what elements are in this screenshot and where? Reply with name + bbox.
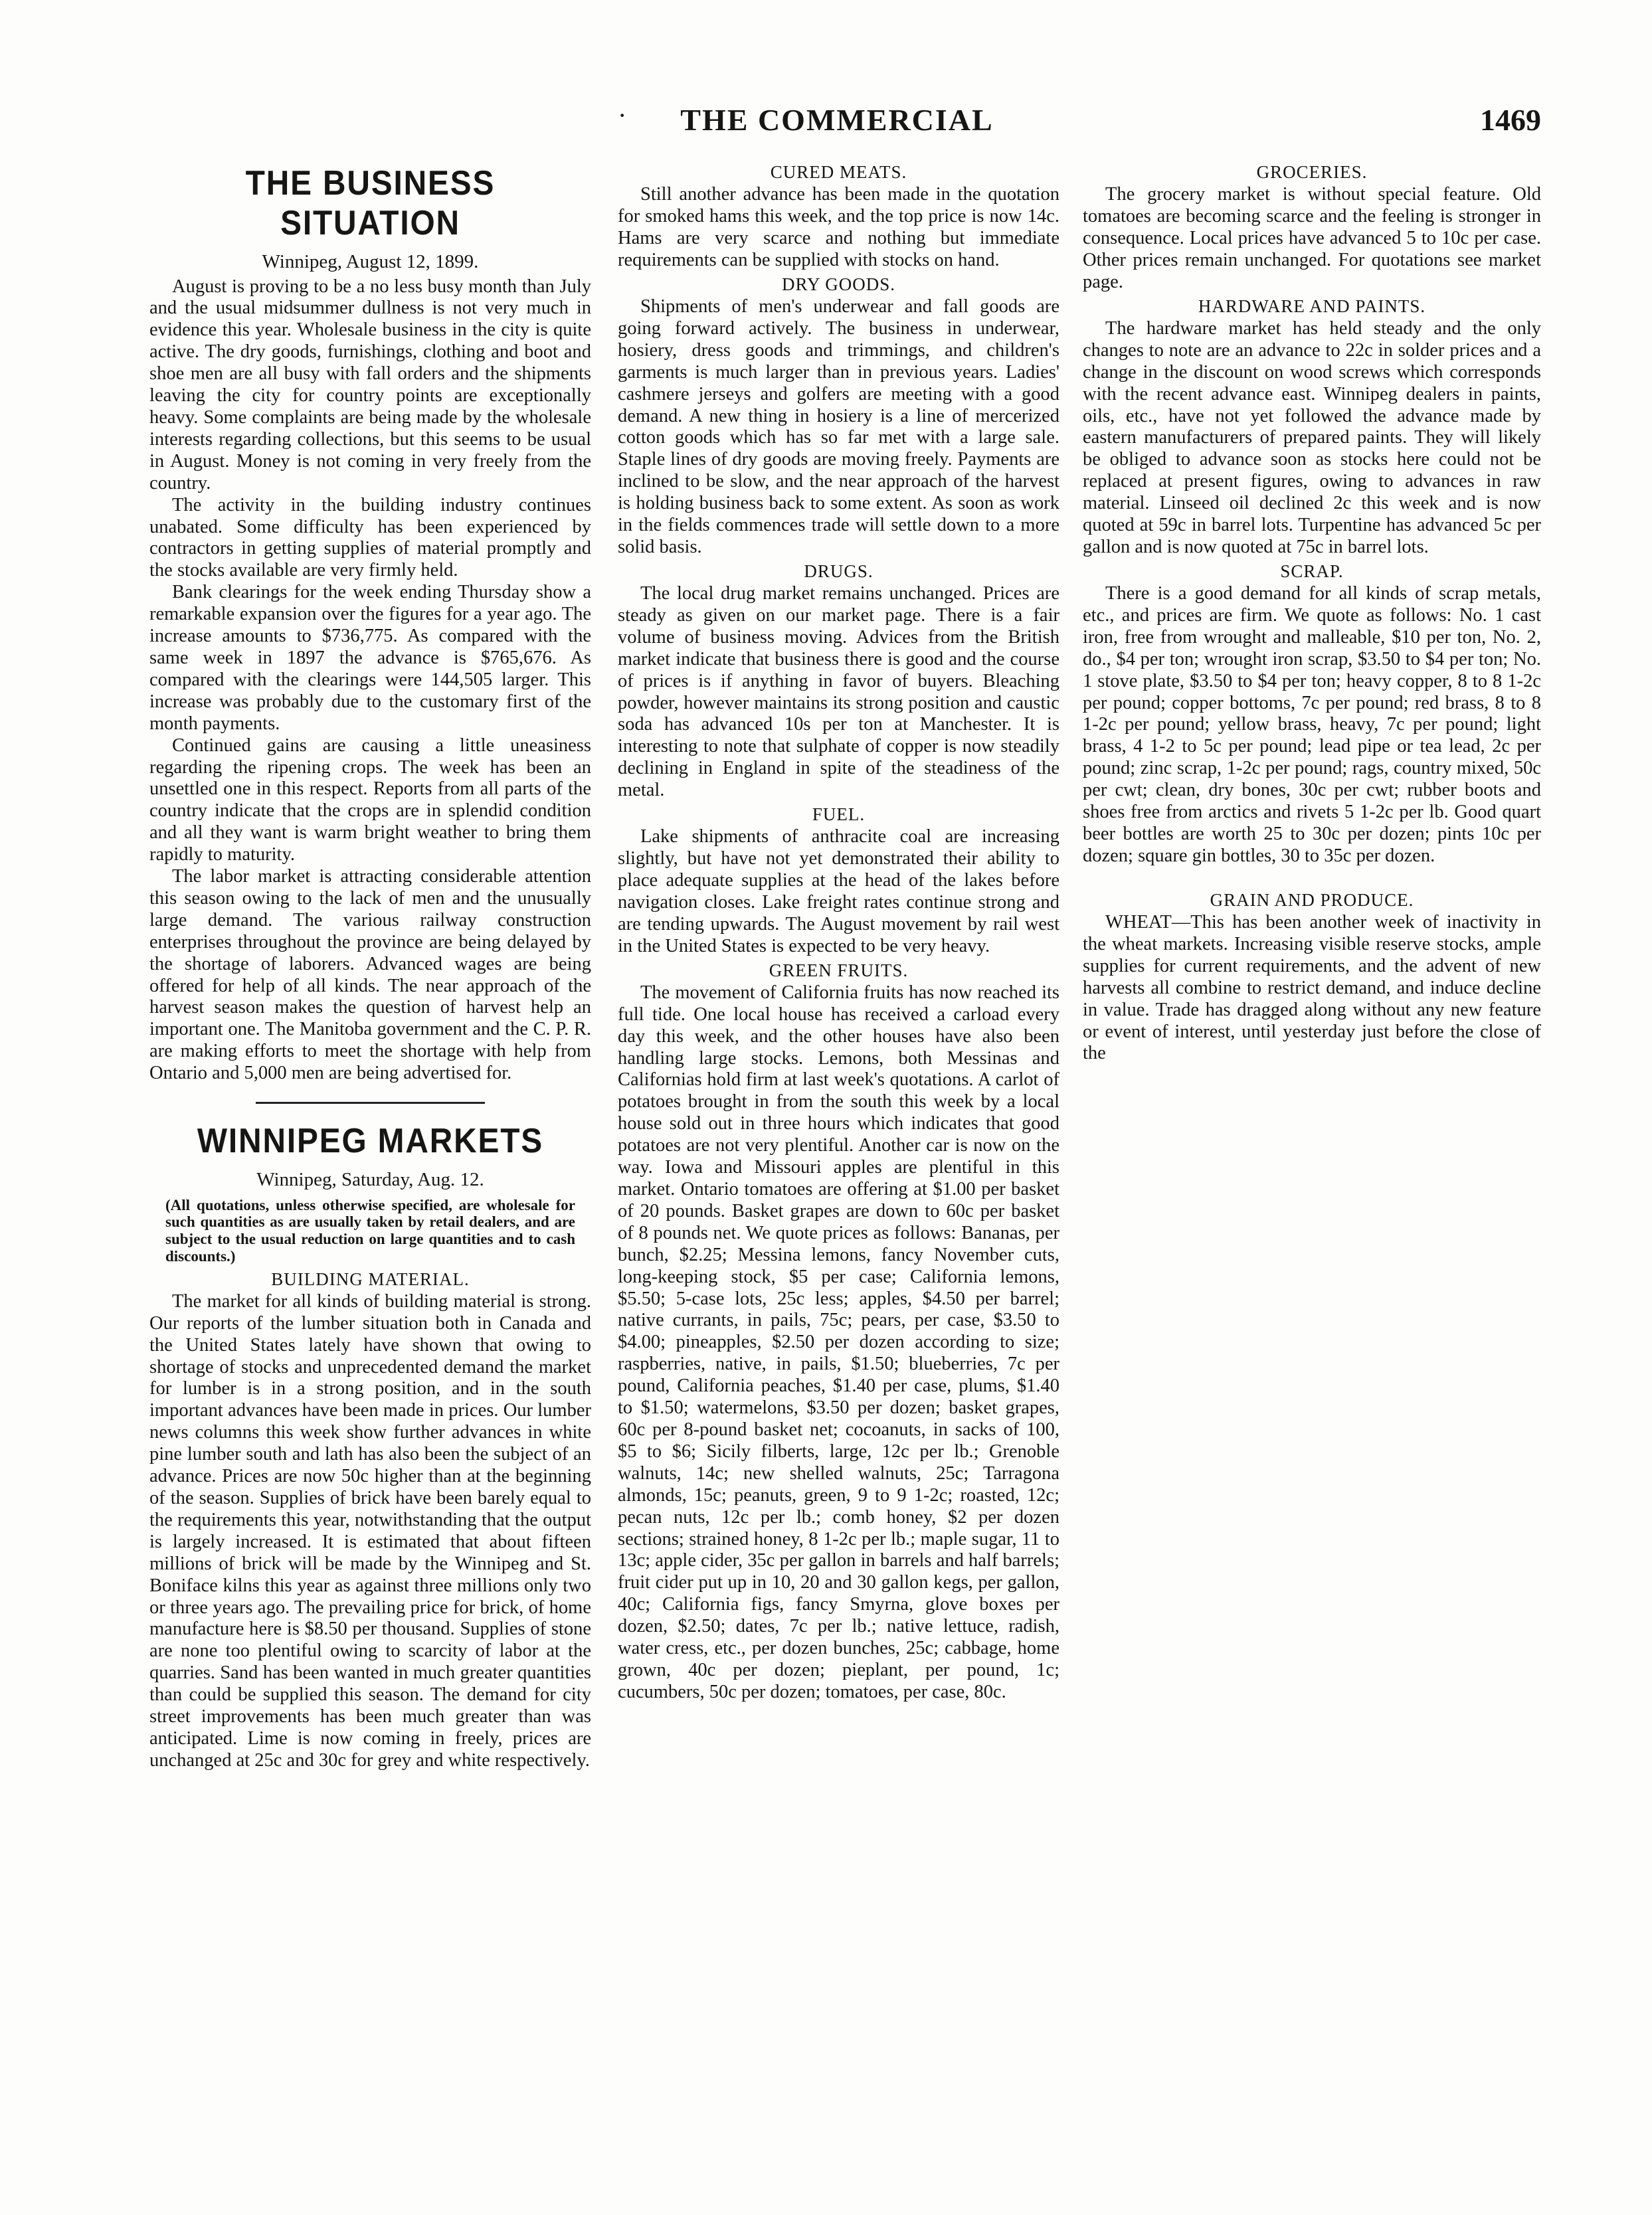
page-number: 1469 xyxy=(1480,103,1541,137)
drugs-heading: DRUGS. xyxy=(804,561,873,581)
market-paragraph: Still another advance has been made in the quotation for smoked hams this week, and the top price is now 14c. Hams are very scarce and nothing but immediate requirements can be supplied with stocks on hand. xyxy=(618,184,1059,270)
article-paragraph: Bank clearings for the week ending Thursday show a remarkable expansion over the figures for a year ago. The increase amounts to $736,775. As compared with the same week in 1897 the advance is $765,676. As compared with the clearings were 144,505 larger. This increase was probably due to the customary first of the month payments. xyxy=(149,582,591,734)
section-divider xyxy=(256,1102,486,1104)
quotations-note: (All quotations, unless otherwise specified, are wholesale for such quantities as are usually taken by retail dealers, and are subject to the usual reduction on large quantities and to cash discounts.) xyxy=(165,1196,575,1265)
winnipeg-markets-dateline: Winnipeg, Saturday, Aug. 12. xyxy=(256,1169,484,1191)
header-mark: · xyxy=(618,100,627,130)
dry-goods-heading: DRY GOODS. xyxy=(781,274,896,294)
business-situation-title: THE BUSINESS SITUATION xyxy=(245,164,496,243)
article-paragraph: August is proving to be a no less busy month than July and the usual midsummer dullness is not very much in evidence this year. Wholesale business in the city is quite active. The dry goods, furnishings, clothing and boot and shoe men are all busy with fall orders and the shipments leaving the city for country points are exceptionally heavy. Some complaints are being made by the wholesale interests regarding collections, but this seems to be usual in August. Money is not coming in very freely from the country. xyxy=(149,276,591,493)
building-material-heading: BUILDING MATERIAL. xyxy=(271,1269,470,1289)
market-paragraph: The market for all kinds of building material is strong. Our reports of the lumber situation both in Canada and the United States lately have shown that owing to shortage of stocks and unprecedented demand the market for lumber is in a strong position, and in the south important advances have been made in prices. Our lumber news columns this week show further advances in white pine lumber south and lath has also been the subject of an advance. Prices are now 50c higher than at the beginning of the season. Supplies of brick have been barely equal to the requirements this year, notwithstanding that the output is largely increased. It is estimated that about fifteen millions of brick will be made by the Winnipeg and St. Boniface kilns this year as against three millions only two or three years ago. The prevailing price for brick, of home manufacture here is $8.50 per thousand. Supplies of stone are none too plentiful owing to scarcity of labor at the quarries. Sand has been wanted in much greater quantities than could be supplied this season. The demand for city street improvements has been much greater than was anticipated. Lime is now coming in freely, prices are unchanged at 25c and 30c for grey and white respectively. xyxy=(149,1290,591,1771)
market-paragraph: Shipments of men's underwear and fall goods are going forward actively. The business in underwear, hosiery, dress goods and trimmings, and children's garments is much larger than in previous years. Ladies' cashmere jerseys and golfers are meeting with a good demand. A new thing in hosiery is a line of mercerized cotton goods which has so far met with a large sale. Staple lines of dry goods are moving freely. Payments are inclined to be slow, and the near approach of the harvest is holding business back to some extent. As soon as work in the fields commences trade will settle down to a more solid basis. xyxy=(618,296,1059,557)
hardware-and-paints-heading: HARDWARE AND PAINTS. xyxy=(1198,296,1426,316)
scrap-heading: SCRAP. xyxy=(1280,561,1344,581)
market-paragraph: The hardware market has held steady and the only changes to note are an advance to 22c in solder prices and a change in the discount on wood screws which corresponds with the recent advance east. Winnipeg dealers in paints, oils, etc., have not yet followed the advance made by eastern manufacturers of prepared paints. They will likely be obliged to advance soon as stocks here could not be replaced at present figures, owing to advances in raw material. Linseed oil declined 2c this week and is now quoted at 59c in barrel lots. Turpentine has advanced 5c per gallon and is now quoted at 75c in barrel lots. xyxy=(1083,317,1541,557)
market-paragraph: Lake shipments of anthracite coal are increasing slightly, but have not yet demonstrated their ability to place adequate supplies at the head of the lakes before navigation closes. Lake freight rates continue strong and are tending upwards. The August movement by rail west in the United States is expected to be very heavy. xyxy=(618,826,1059,956)
column-2 xyxy=(618,159,1059,1704)
groceries-heading: GROCERIES. xyxy=(1256,162,1368,182)
cured-meats-heading: CURED MEATS. xyxy=(770,162,907,182)
column-3 xyxy=(1083,159,1541,1065)
article-paragraph: The activity in the building industry continues unabated. Some difficulty has been experienced by contractors in getting supplies of material promptly and the stocks available are very firmly held. xyxy=(149,494,591,581)
grain-and-produce-heading: GRAIN AND PRODUCE. xyxy=(1210,889,1414,910)
green-fruits-heading: GREEN FRUITS. xyxy=(769,960,909,980)
market-paragraph: WHEAT—This has been another week of inactivity in the wheat markets. Increasing visible reserve stocks, ample supplies for current requirements, and the advent of new harvests all combine to restrict demand, and induce decline in value. Trade has dragged along without any new feature or event of interest, until yesterday just before the close of the xyxy=(1083,911,1541,1064)
fuel-heading: FUEL. xyxy=(812,804,866,825)
running-head xyxy=(133,100,1541,146)
journal-title: THE COMMERCIAL xyxy=(680,103,994,137)
market-paragraph: The grocery market is without special feature. Old tomatoes are becoming scarce and the feeling is stronger in consequence. Local prices have advanced 5 to 10c per case. Other prices remain unchanged. For quotations see market page. xyxy=(1083,184,1541,292)
market-paragraph: There is a good demand for all kinds of scrap metals, etc., and prices are firm. We quote as follows: No. 1 cast iron, free from wrought and malleable, $10 per ton, No. 2, do., $4 per ton; wrought iron scrap, $3.50 to $4 per ton; No. 1 stove plate, $3.50 to $4 per ton; heavy copper, 8 to 8 1-2c per pound; copper bottoms, 7c per pound; red brass, 8 to 8 1-2c per pound; yellow brass, heavy, 7c per pound; light brass, 4 1-2 to 5c per pound; lead pipe or tea lead, 2c per pound; zinc scrap, 1-2c per pound; rags, country mixed, 50c per cwt; clean, dry bones, 30c per cwt; rubber boots and shoes free from arctics and rivets 5 1-2c per lb. Good quart beer bottles are worth 25 to 30c per dozen; pints 10c per dozen; square gin bottles, 30 to 35c per dozen. xyxy=(1083,583,1541,866)
winnipeg-markets-title: WINNIPEG MARKETS xyxy=(197,1122,544,1161)
article-paragraph: The labor market is attracting considerable attention this season owing to the lack of men and the unusually large demand. The various railway construction enterprises throughout the province are being delayed by the shortage of laborers. Advanced wages are being offered for help of all kinds. The near approach of the harvest season makes the question of harvest help an important one. The Manitoba government and the C. P. R. are making efforts to meet the shortage with help from Ontario and 5,000 men are being advertised for. xyxy=(149,866,591,1084)
article-paragraph: Continued gains are causing a little uneasiness regarding the ripening crops. The week has been an unsettled one in this respect. Reports from all parts of the country indicate that the crops are in splendid condition and all they want is warm bright weather to bring them rapidly to maturity. xyxy=(149,735,591,865)
market-paragraph: The local drug market remains unchanged. Prices are steady as given on our market page. There is a fair volume of business moving. Advices from the British market indicate that business there is good and the course of prices is if anything in favor of buyers. Bleaching powder, however maintains its strong position and caustic soda has advanced 10s per ton at Manchester. It is interesting to note that sulphate of copper is now steadily declining in England in spite of the steadiness of the metal. xyxy=(618,583,1059,801)
market-paragraph: The movement of California fruits has now reached its full tide. One local house has received a carload every day this week, and the other houses have also been handling large stocks. Lemons, both Messinas and Californias hold firm at last week's quotations. A carlot of potatoes brought in from the south this week by a local house sold out in three hours which indicates that good potatoes are not very plentiful. Another car is now on the way. Iowa and Missouri apples are plentiful in this market. Ontario tomatoes are offering at $1.00 per basket of 20 pounds. Basket grapes are down to 60c per basket of 8 pounds net. We quote prices as follows: Bananas, per bunch, $2.25; Messina lemons, fancy November cuts, long-keeping stock, $5 per case; California lemons, $5.50; 5-case lots, 25c less; apples, $4.50 per barrel; native currants, in pails, 75c; pears, per case, $3.50 to $4.00; pineapples, $2.50 per dozen according to size; raspberries, native, in pails, $1.50; blueberries, 7c per pound, California peaches, $1.40 per case, plums, $1.40 to $1.50; watermelons, $3.50 per dozen; basket grapes, 60c per 8-pound basket net; cocoanuts, in sacks of 100, $5 to $6; Sicily filberts, large, 12c per lb.; Grenoble walnuts, 14c; new shelled walnuts, 25c; Tarragona almonds, 15c; peanuts, green, 9 to 9 1-2c; roasted, 12c; pecan nuts, 12c per lb.; comb honey, $2 per dozen sections; strained honey, 8 1-2c per lb.; maple sugar, 11 to 13c; apple cider, 35c per gallon in barrels and half barrels; fruit cider put up in 10, 20 and 30 gallon kegs, per gallon, 40c; California figs, fancy Smyrna, glove boxes per dozen, $2.50; dates, 7c per lb.; native lettuce, radish, water cress, etc., per dozen bunches, 25c; cabbage, home grown, 40c per dozen; pieplant, per pound, 1c; cucumbers, 50c per dozen; tomatoes, per case, 80c. xyxy=(618,982,1059,1702)
column-1 xyxy=(149,159,591,1772)
business-situation-dateline: Winnipeg, August 12, 1899. xyxy=(262,251,479,273)
